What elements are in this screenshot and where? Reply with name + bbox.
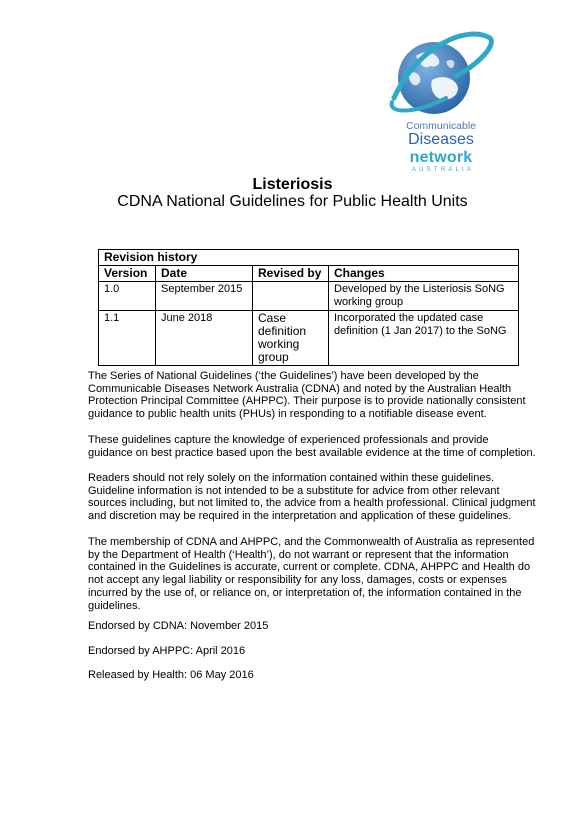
cell-version: 1.1 — [99, 311, 156, 366]
cell-date: September 2015 — [156, 282, 253, 311]
cell-revised-by — [253, 282, 329, 311]
logo-text-australia: AUSTRALIA — [411, 167, 475, 173]
cell-changes: Incorporated the updated case definition (1 Jan 2017) to the SoNG — [329, 311, 519, 366]
table-row — [99, 311, 519, 366]
paragraph-knowledge: These guidelines capture the knowledge of experienced professionals and provide guidance on best practice based upon the best available evidence at the time of completion. — [88, 434, 536, 459]
header-version: Version — [99, 266, 156, 282]
paragraph-disclaimer: The membership of CDNA and AHPPC, and the Commonwealth of Australia as represented by the Department of Health (‘Health’), do not warrant or represent that the information contained in the Guidelines is accurate, current or complete. CDNA, AHPPC and Health do not accept any legal liability or responsibility for any loss, damages, costs or expenses incurred by the use of, or reliance on, or interpretation of, the information contained in the guidelines. — [88, 536, 535, 612]
document-subtitle: CDNA National Guidelines for Public Health Units — [117, 193, 468, 210]
cell-date: June 2018 — [156, 311, 253, 366]
header-revised-by: Revised by — [253, 266, 329, 282]
header-date: Date — [156, 266, 253, 282]
cell-revised-by: Case definition working group — [253, 311, 329, 366]
globe-icon — [386, 28, 496, 120]
table-header-row — [99, 266, 519, 282]
paragraph-readers: Readers should not rely solely on the information contained within these guidelines. Guideline information is not intended to be a substitute for advice from other relevant sources including, but not limited to, the advice from a health professional. Clinical judgment and discretion may be required in the interpretation and application of these guidelines. — [88, 472, 536, 523]
endorsed-cdna: Endorsed by CDNA: November 2015 — [88, 620, 269, 632]
cell-version: 1.0 — [99, 282, 156, 311]
revision-history-caption: Revision history — [99, 250, 519, 266]
paragraph-series-intro: The Series of National Guidelines (‘the Guidelines’) have been developed by the Communicable Diseases Network Australia (CDNA) and noted by the Australian Health Protection Principal Committee (AHPPC). Their purpose is to provide nationally consistent guidance to public health units (PHUs) in responding to a notifiable disease event. — [88, 370, 526, 421]
document-title: Listeriosis — [252, 176, 333, 193]
logo-text-communicable: Communicable — [405, 120, 477, 132]
header-changes: Changes — [329, 266, 519, 282]
released-by-health: Released by Health: 06 May 2016 — [88, 669, 254, 681]
endorsed-ahppc: Endorsed by AHPPC: April 2016 — [88, 645, 246, 657]
logo-text-diseases: Diseases — [408, 131, 474, 148]
table-row — [99, 282, 519, 311]
cell-changes: Developed by the Listeriosis SoNG working group — [329, 282, 519, 311]
cdna-logo — [386, 28, 496, 178]
revision-history-table — [98, 249, 519, 366]
logo-text-network: network — [409, 149, 473, 166]
